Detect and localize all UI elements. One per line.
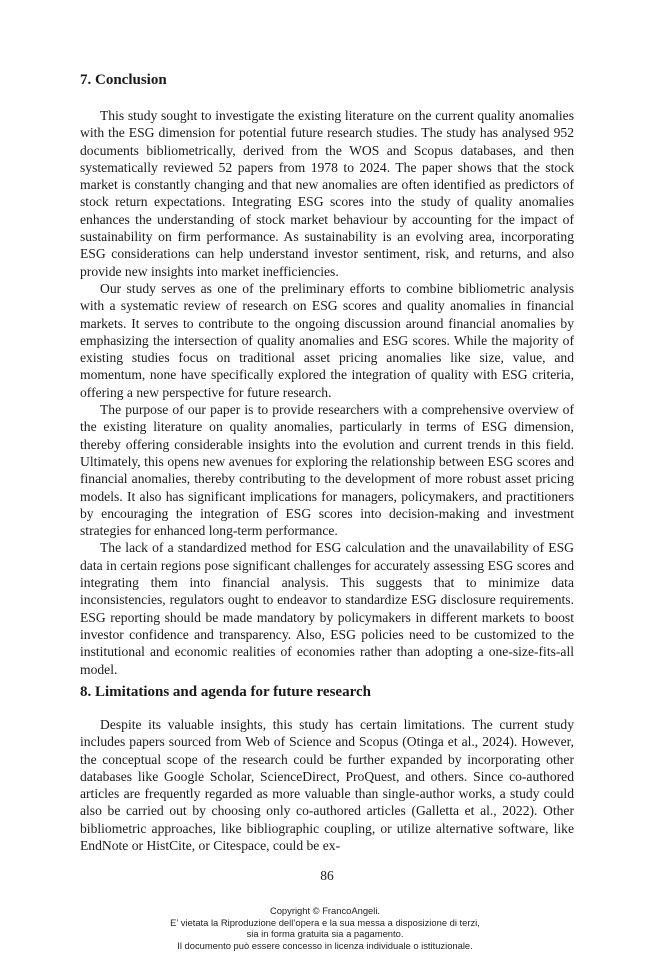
footer-line: sia in forma gratuita sia a pagamento. [246, 928, 404, 940]
paragraph: Despite its valuable insights, this study has certain limitations. The current study includes papers sourced from Web of Science and Scopus (Otinga et al., 2024). However, the conceptual scope of the research could be further expanded by incorporating other databases like Google Scholar, ScienceDirect, ProQuest, and others. Since co-authored articles are frequently regarded as more valuable than single-author works, a study could also be carried out by choosing only co-authored articles (Galletta et al., 2022). Other bibliometric approaches, like bibliographic coupling, or utilize alternative software, like EndNote or HistCite, or Citespace, could be ex- [80, 717, 574, 854]
paragraph: The lack of a standardized method for ESG calculation and the unavailability of ESG data in certain regions pose significant challenges for accurately assessing ESG scores and integrating them into financial analysis. This suggests that to minimize data inconsistencies, regulators ought to endeavor to standardize ESG disclosure requirements. ESG reporting should be made mandatory by policymakers in different markets to boost investor confidence and transparency. Also, ESG policies need to be customized to the institutional and economic realities of economies rather than adopting a one-size-fits-all model. [80, 540, 574, 677]
copyright-footer [0, 905, 650, 951]
footer-line: E’ vietata la Riproduzione dell’opera e la sua messa a disposizione di terzi, [170, 916, 480, 928]
footer-line: Copyright © FrancoAngeli. [269, 905, 381, 916]
section-heading-conclusion: 7. Conclusion [80, 72, 167, 88]
paragraph: This study sought to investigate the existing literature on the current quality anomalies with the ESG dimension for potential future research studies. The study has analysed 952 documents bibliometrically, derived from the WOS and Scopus databases, and then systematically reviewed 52 papers from 1978 to 2024. The paper shows that the stock market is constantly changing and that new anomalies are often identified as predictors of stock return expectations. Integrating ESG scores into the study of quality anomalies enhances the understanding of stock market behaviour by accounting for the impact of sustainability on firm performance. As sustainability is an evolving area, incorporating ESG considerations can help understand investor sentiment, risk, and returns, and also provide new insights into market inefficiencies. [80, 108, 574, 279]
section-heading-limitations: 8. Limitations and agenda for future research [80, 684, 371, 700]
footer-line: Il documento può essere concesso in licenza individuale o istituzionale. [177, 939, 473, 951]
paragraph: The purpose of our paper is to provide researchers with a comprehensive overview of the existing literature on quality anomalies, particularly in terms of ESG dimension, thereby offering considerable insights into the evolution and current trends in this field. Ultimately, this opens new avenues for exploring the relationship between ESG scores and financial anomalies, thereby contributing to the development of more robust asset pricing models. It also has significant implications for managers, policymakers, and practitioners by encouraging the integration of ESG scores into decision-making and investment strategies for enhanced long-term performance. [80, 402, 574, 539]
section-body-conclusion [80, 107, 574, 678]
section-body-limitations [80, 716, 574, 854]
paragraph: Our study serves as one of the preliminary efforts to combine bibliometric analysis with a systematic review of research on ESG scores and quality anomalies in financial markets. It serves to contribute to the ongoing discussion around financial anomalies by emphasizing the intersection of quality anomalies and ESG scores. While the majority of existing studies focus on traditional asset pricing anomalies like size, value, and momentum, none have specifically explored the integration of quality with ESG criteria, offering a new perspective for future research. [80, 280, 574, 400]
page-number: 86 [320, 868, 334, 883]
